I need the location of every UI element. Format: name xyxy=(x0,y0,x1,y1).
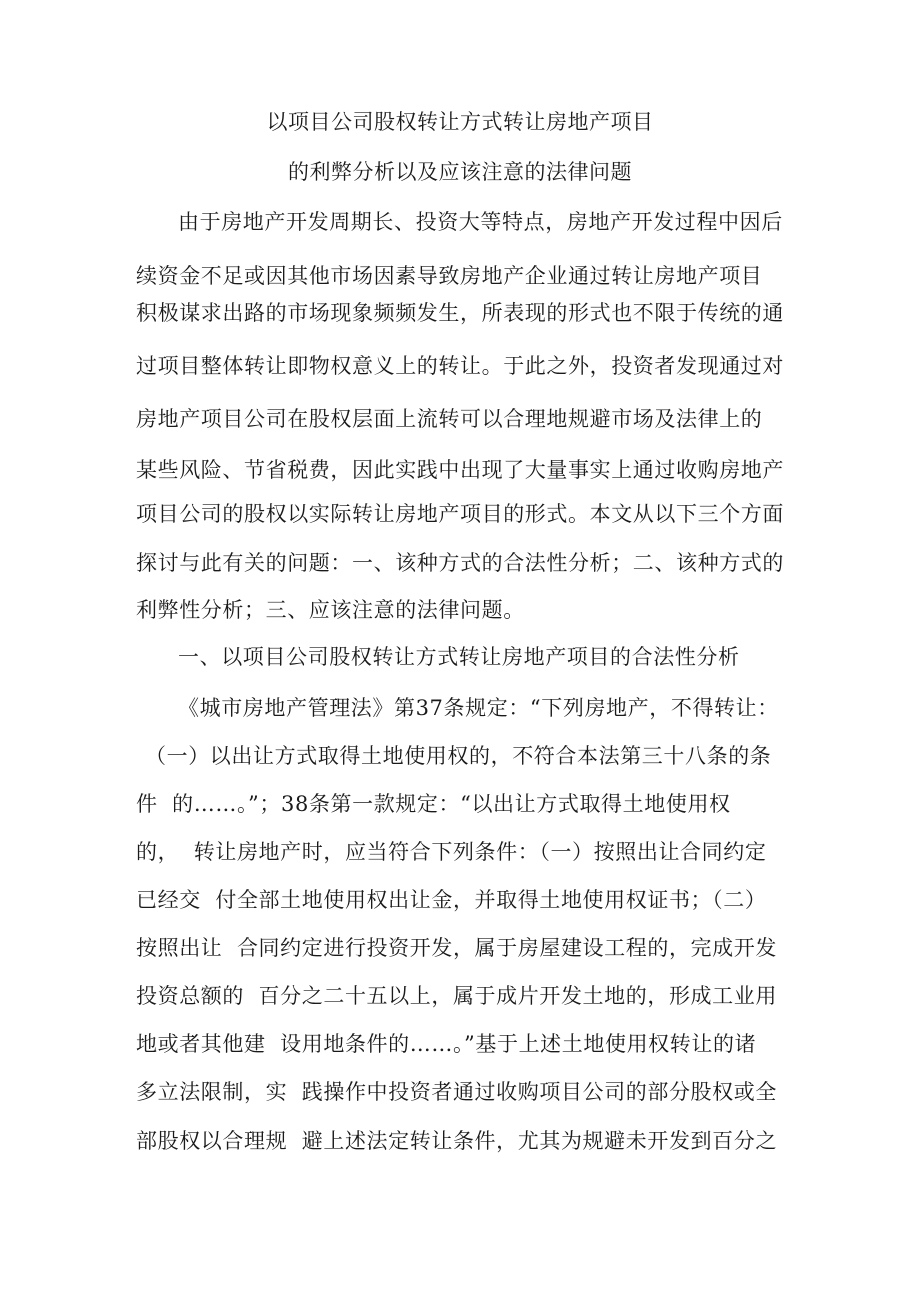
body-line: 《城市房地产管理法》第37条规定：“下列房地产，不得转让： xyxy=(178,696,779,720)
document-title-line-1: 以项目公司股权转让方式转让房地产项目 xyxy=(266,110,654,134)
body-line: 投资总额的 百分之二十五以上，属于成片开发土地的，形成工业用 xyxy=(136,984,777,1008)
body-line: 已经交 付全部土地使用权出让金，并取得土地使用权证书；（二） xyxy=(136,888,767,912)
body-line: （一）以出让方式取得土地使用权的，不符合本法第三十八条的条 xyxy=(145,744,772,768)
body-line: 探讨与此有关的问题：一、该种方式的合法性分析；二、该种方式的 xyxy=(136,551,784,575)
body-line: 部股权以合理规 避上述法定转让条件，尤其为规避未开发到百分之 xyxy=(136,1129,777,1153)
body-line: 地或者其他建 设用地条件的……。”基于上述土地使用权转让的诸 xyxy=(136,1032,757,1056)
body-line: 利弊性分析；三、应该注意的法律问题。 xyxy=(136,598,525,622)
body-line: 的， 转让房地产时，应当符合下列条件：（一）按照出让合同约定 xyxy=(136,840,767,864)
body-line: 续资金不足或因其他市场因素导致房地产企业通过转让房地产项目 xyxy=(136,264,763,288)
body-line: 积极谋求出路的市场现象频频发生，所表现的形式也不限于传统的通 xyxy=(136,301,784,325)
body-line: 件 的……。”；38条第一款规定：“以出让方式取得土地使用权 xyxy=(136,792,731,816)
body-line: 项目公司的股权以实际转让房地产项目的形式。本文从以下三个方面 xyxy=(136,502,784,526)
body-line: 过项目整体转让即物权意义上的转让。于此之外，投资者发现通过对 xyxy=(136,354,784,378)
body-line: 多立法限制，实 践操作中投资者通过收购项目公司的部分股权或全 xyxy=(136,1080,777,1104)
document-title-line-2: 的利弊分析以及应该注意的法律问题 xyxy=(288,160,632,184)
body-line: 由于房地产开发周期长、投资大等特点，房地产开发过程中因后 xyxy=(178,210,783,234)
body-line: 按照出让 合同约定进行投资开发，属于房屋建设工程的，完成开发 xyxy=(136,936,777,960)
body-line: 某些风险、节省税费，因此实践中出现了大量事实上通过收购房地产 xyxy=(136,458,784,482)
body-line: 房地产项目公司在股权层面上流转可以合理地规避市场及法律上的 xyxy=(136,407,763,431)
section-heading: 一、以项目公司股权转让方式转让房地产项目的合法性分析 xyxy=(178,645,740,669)
